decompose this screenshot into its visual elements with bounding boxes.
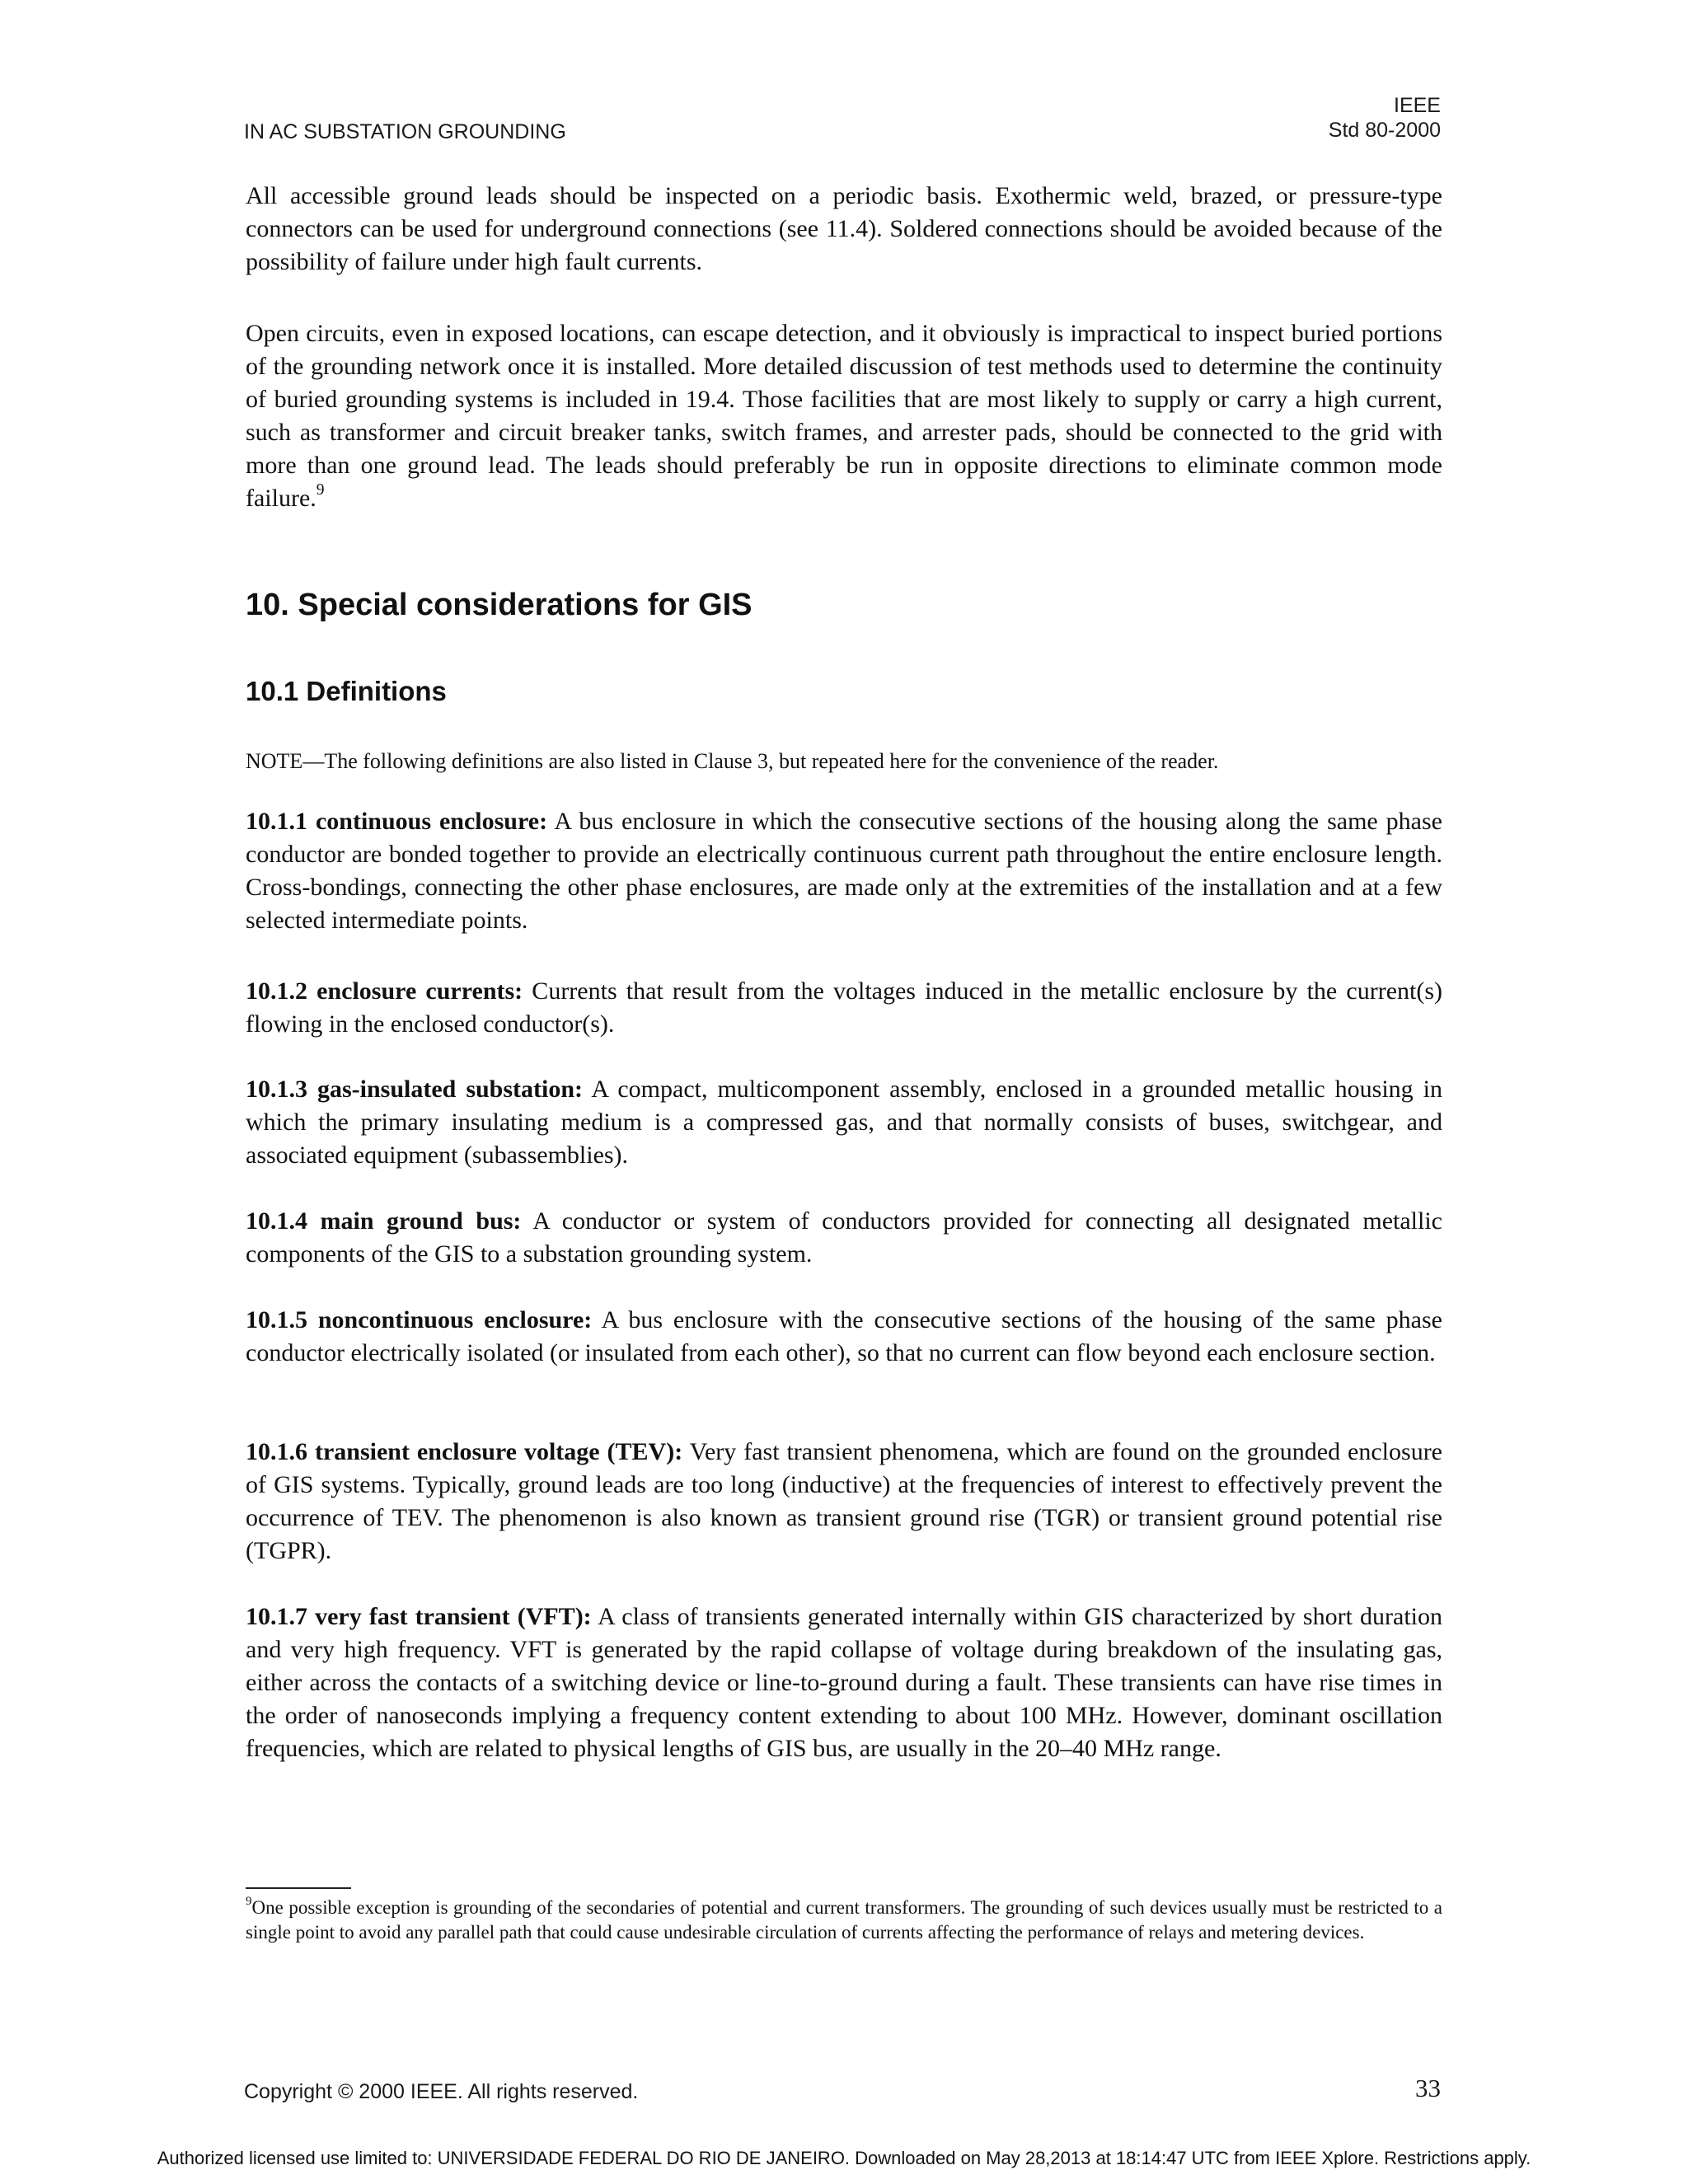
license-notice: Authorized licensed use limited to: UNIVERSIDADE FEDERAL DO RIO DE JANEIRO. Downloaded on May 28,2013 at 18:14:47 UTC from IEEE Xplore. Restrictions apply. — [157, 2148, 1531, 2168]
footnote-ref: 9 — [316, 481, 325, 499]
footnote-text: One possible exception is grounding of the secondaries of potential and current transformers. The grounding of such devices usually must be restricted to a single point to avoid any parallel path that could cause undesirable circulation of currents affecting the performance of relays and metering devices. — [246, 1897, 1442, 1943]
definition-term: 10.1.5 noncontinuous enclosure: — [246, 1306, 593, 1333]
running-header-title: IN AC SUBSTATION GROUNDING — [244, 120, 566, 143]
definition-item — [246, 1601, 1442, 1765]
definition-item — [246, 805, 1442, 937]
footnote-number: 9 — [246, 1895, 252, 1909]
running-header-standard — [1329, 93, 1441, 143]
definition-text: A compact, multicomponent assembly, enclosed in a grounded metallic housing in which the primary insulating medium is a compressed gas, and that normally consists of buses, switchgear, and associated equipment (subassemblies). — [246, 1076, 1443, 1169]
page-number: 33 — [1415, 2074, 1441, 2102]
definition-term: 10.1.7 very fast transient (VFT): — [246, 1603, 592, 1630]
section-heading: 10. Special considerations for GIS — [246, 588, 753, 622]
definition-term: 10.1.1 continuous enclosure: — [246, 808, 548, 835]
definition-item — [246, 1436, 1442, 1568]
subsection-heading: 10.1 Definitions — [246, 676, 447, 706]
definition-item — [246, 1304, 1442, 1370]
footnote — [246, 1896, 1442, 1945]
definition-item — [246, 975, 1442, 1041]
header-org: IEEE — [1394, 94, 1441, 117]
definition-term: 10.1.4 main ground bus: — [246, 1207, 522, 1235]
paragraph-open-circuits-text: Open circuits, even in exposed locations, can escape detection, and it obviously is impractical to inspect buried portions of the grounding network once it is installed. More detailed discussion of test methods used to determine the continuity of buried grounding systems is included in 19.4. Those facilities that are most likely to supply or carry a high current, such as transformer and circuit breaker tanks, switch frames, and arrester pads, should be connected to the grid with more than one ground lead. The leads should preferably be run in opposite directions to eliminate common mode failure. — [246, 320, 1442, 512]
definition-term: 10.1.6 transient enclosure voltage (TEV): — [246, 1438, 683, 1465]
copyright-notice: Copyright © 2000 IEEE. All rights reserved. — [244, 2080, 639, 2103]
paragraph-inspection: All accessible ground leads should be inspected on a periodic basis. Exothermic weld, brazed, or pressure-type connectors can be used for underground connections (see 11.4). Soldered connections should be avoided because of the possibility of failure under high fault currents. — [246, 182, 1442, 275]
definition-text: A conductor or system of conductors provided for connecting all designated metallic components of the GIS to a substation grounding system. — [246, 1207, 1442, 1268]
definition-text: Currents that result from the voltages induced in the metallic enclosure by the current(s) flowing in the enclosed conductor(s). — [246, 977, 1442, 1038]
definition-text: A bus enclosure with the consecutive sections of the housing of the same phase conductor electrically isolated (or insulated from each other), so that no current can flow beyond each enclosure section. — [246, 1306, 1442, 1366]
definition-text: A class of transients generated internally within GIS characterized by short duration and very high frequency. VFT is generated by the rapid collapse of voltage during breakdown of the insulating gas, either across the contacts of a switching device or line-to-ground during a fault. These transients can have rise times in the order of nanoseconds implying a frequency content extending to about 100 MHz. However, dominant oscillation frequencies, which are related to physical lengths of GIS bus, are usually in the 20–40 MHz range. — [246, 1603, 1443, 1762]
header-std-number: Std 80-2000 — [1328, 119, 1441, 142]
definition-term: 10.1.3 gas-insulated substation: — [246, 1076, 584, 1103]
definitions-note: NOTE—The following definitions are also listed in Clause 3, but repeated here for the convenience of the reader. — [246, 749, 1219, 773]
definition-text: A bus enclosure in which the consecutive sections of the housing along the same phase conductor are bonded together to provide an electrically continuous current path throughout the entire enclosure length. Cross-bondings, connecting the other phase enclosures, are made only at the extremities of the installation and at a few selected intermediate points. — [246, 808, 1442, 934]
paragraph-open-circuits — [246, 317, 1442, 515]
definition-text: Very fast transient phenomena, which are found on the grounded enclosure of GIS systems. Typically, ground leads are too long (inductive) at the frequencies of interest to effectively prevent the occurrence of TEV. The phenomenon is also known as transient ground rise (TGR) or transient ground potential rise (TGPR). — [246, 1438, 1442, 1564]
definition-item — [246, 1073, 1442, 1172]
definition-item — [246, 1205, 1442, 1271]
footnote-divider — [246, 1887, 351, 1889]
definition-term: 10.1.2 enclosure currents: — [246, 977, 523, 1005]
